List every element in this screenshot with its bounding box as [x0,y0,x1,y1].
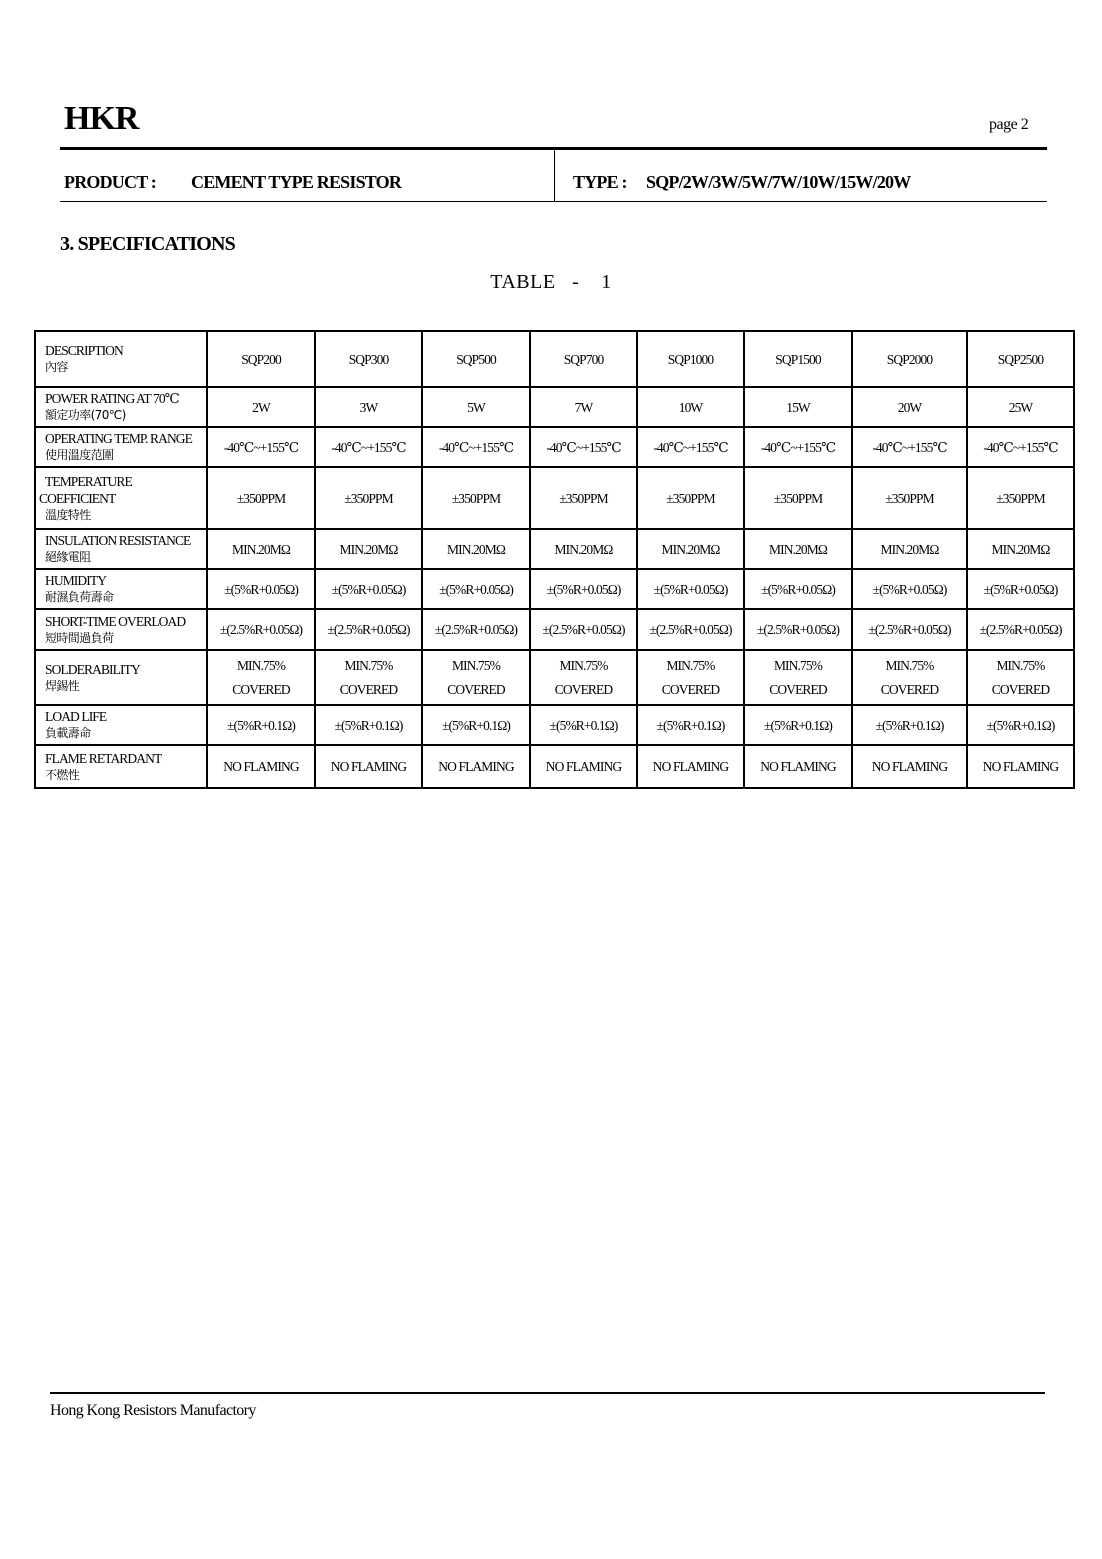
spec-value-cell: ±350PPM [852,467,967,529]
row-description-en: LOAD LIFE [45,709,107,724]
type-value: SQP/2W/3W/5W/7W/10W/15W/20W [646,172,911,192]
spec-value-cell: ±(5%R+0.1Ω) [967,705,1074,745]
spec-value-cell: ±(5%R+0.05Ω) [967,569,1074,609]
description-header-zh: 內容 [45,360,68,374]
spec-value-cell: ±(2.5%R+0.05Ω) [637,609,744,650]
description-header-en: DESCRIPTION [45,343,123,358]
spec-value-cell [852,650,967,705]
row-description [35,529,207,569]
description-header [35,331,207,387]
spec-value-cell: ±(2.5%R+0.05Ω) [744,609,852,650]
row-description [35,569,207,609]
model-header: SQP2000 [852,331,967,387]
model-header: SQP2500 [967,331,1074,387]
spec-value-cell [637,650,744,705]
spec-value-cell: ±350PPM [637,467,744,529]
row-description-zh: 短時間過負荷 [45,630,114,645]
spec-value-line2: COVERED [232,681,290,697]
footer-text: Hong Kong Resistors Manufactory [50,1402,256,1419]
table-row [35,387,1074,427]
spec-value-cell: ±(5%R+0.1Ω) [637,705,744,745]
spec-value-cell: ±(5%R+0.1Ω) [315,705,422,745]
spec-value-cell: 3W [315,387,422,427]
spec-value-cell: ±350PPM [967,467,1074,529]
spec-value-line1: MIN.75% [666,657,715,673]
row-description-en: POWER RATING AT 70℃ [45,391,179,406]
spec-value-cell: -40℃~+155℃ [530,427,637,467]
row-description-en: SOLDERABILITY [45,661,140,677]
spec-value-line2: COVERED [769,681,827,697]
row-description [35,387,207,427]
spec-value-cell: -40℃~+155℃ [744,427,852,467]
row-description [35,650,207,705]
spec-value-line1: MIN.75% [996,657,1045,673]
row-description [35,427,207,467]
spec-value-cell: 5W [422,387,530,427]
row-description-en-line2: COEFFICIENT [39,490,116,506]
company-logo: HKR [64,100,139,137]
spec-value-cell: 25W [967,387,1074,427]
model-header: SQP300 [315,331,422,387]
row-description-zh: 使用溫度范圍 [45,448,114,462]
table-row [35,609,1074,650]
spec-value-cell [967,650,1074,705]
spec-value-line1: MIN.75% [885,657,934,673]
product-label: PRODUCT : [64,172,156,192]
spec-value-cell: ±(5%R+0.1Ω) [530,705,637,745]
table-row [35,529,1074,569]
spec-value-line1: MIN.75% [559,657,608,673]
row-description-zh: 耐濕負荷壽命 [45,590,114,604]
spec-value-cell: MIN.20MΩ [637,529,744,569]
row-description [35,609,207,650]
spec-value-line2: COVERED [991,681,1050,697]
spec-value-cell: MIN.20MΩ [744,529,852,569]
spec-value-cell: ±(5%R+0.1Ω) [207,705,315,745]
spec-value-line2: COVERED [447,681,505,697]
table-row [35,650,1074,705]
spec-value-cell: MIN.20MΩ [207,529,315,569]
spec-value-cell: NO FLAMING [744,745,852,788]
spec-value-cell: 7W [530,387,637,427]
header-divider [554,150,555,202]
spec-value-cell: ±(2.5%R+0.05Ω) [967,609,1074,650]
spec-value-cell: ±350PPM [422,467,530,529]
table-caption-number: 1 [601,271,612,293]
spec-value-cell: NO FLAMING [422,745,530,788]
table-caption-dash: - [572,271,580,293]
spec-value-cell: ±(2.5%R+0.05Ω) [530,609,637,650]
spec-value-cell: NO FLAMING [315,745,422,788]
spec-value-cell: ±(5%R+0.1Ω) [744,705,852,745]
spec-value-cell: MIN.20MΩ [852,529,967,569]
spec-value-line1: MIN.75% [236,657,286,673]
spec-value-cell: 10W [637,387,744,427]
spec-value-line1: MIN.75% [451,657,501,673]
row-description [35,705,207,745]
spec-value-cell: 2W [207,387,315,427]
spec-value-line1: MIN.75% [344,657,393,673]
spec-value-cell: ±(2.5%R+0.05Ω) [207,609,315,650]
row-description [35,745,207,788]
spec-value-cell: ±350PPM [207,467,315,529]
spec-value-cell: -40℃~+155℃ [637,427,744,467]
spec-value-cell: ±(5%R+0.05Ω) [422,569,530,609]
spec-value-cell [530,650,637,705]
table-row [35,705,1074,745]
spec-value-line2: COVERED [661,681,720,697]
spec-value-cell: ±(5%R+0.05Ω) [315,569,422,609]
spec-value-cell: ±(5%R+0.05Ω) [207,569,315,609]
spec-value-cell: ±(2.5%R+0.05Ω) [852,609,967,650]
spec-value-cell [315,650,422,705]
model-header: SQP500 [422,331,530,387]
spec-value-cell: NO FLAMING [637,745,744,788]
table-row [35,745,1074,788]
spec-value-cell [744,650,852,705]
spec-value-cell: MIN.20MΩ [422,529,530,569]
spec-value-cell: ±(5%R+0.1Ω) [422,705,530,745]
model-header: SQP200 [207,331,315,387]
row-description-en: SHORT-TIME OVERLOAD [45,613,186,629]
spec-value-cell [207,650,315,705]
spec-value-line2: COVERED [339,681,398,697]
table-caption [0,271,1102,294]
spec-value-cell: NO FLAMING [852,745,967,788]
spec-value-cell: -40℃~+155℃ [967,427,1074,467]
footer-rule [50,1392,1045,1394]
row-description [35,467,207,529]
spec-value-cell: ±(2.5%R+0.05Ω) [315,609,422,650]
product-value: CEMENT TYPE RESISTOR [191,172,402,192]
header-rule-bottom [60,201,1047,202]
row-description-en: OPERATING TEMP. RANGE [45,431,192,446]
table-row [35,569,1074,609]
spec-value-cell: ±(5%R+0.05Ω) [530,569,637,609]
spec-value-cell: ±(5%R+0.05Ω) [744,569,852,609]
row-description-zh: 不燃性 [45,767,80,782]
spec-value-cell: MIN.20MΩ [315,529,422,569]
section-title: 3. SPECIFICATIONS [60,233,235,255]
model-header: SQP700 [530,331,637,387]
table-row [35,467,1074,529]
row-description-en: INSULATION RESISTANCE [45,533,191,548]
spec-value-cell: ±(2.5%R+0.05Ω) [422,609,530,650]
spec-value-cell: ±(5%R+0.1Ω) [852,705,967,745]
row-description-zh: 焊錫性 [45,678,80,693]
table-row [35,427,1074,467]
spec-value-line1: MIN.75% [773,657,823,673]
spec-value-cell: ±350PPM [530,467,637,529]
row-description-en: TEMPERATURE [45,473,132,489]
model-header: SQP1000 [637,331,744,387]
type-label: TYPE : [573,172,627,192]
table-header-row [35,331,1074,387]
spec-value-cell: ±350PPM [315,467,422,529]
spec-value-cell: 15W [744,387,852,427]
page-number: page 2 [989,116,1029,133]
table-caption-word: TABLE [490,271,556,293]
spec-value-cell: 20W [852,387,967,427]
spec-value-cell [422,650,530,705]
row-description-en: FLAME RETARDANT [45,750,162,766]
spec-value-cell: MIN.20MΩ [530,529,637,569]
spec-value-cell: -40℃~+155℃ [852,427,967,467]
row-description-zh: 溫度特性 [45,507,91,522]
spec-value-cell: -40℃~+155℃ [422,427,530,467]
spec-value-cell: -40℃~+155℃ [315,427,422,467]
spec-value-line2: COVERED [554,681,613,697]
spec-value-cell: NO FLAMING [530,745,637,788]
row-description-en: HUMIDITY [45,573,107,588]
spec-value-cell: ±(5%R+0.05Ω) [637,569,744,609]
model-header: SQP1500 [744,331,852,387]
specifications-table [34,330,1075,789]
row-description-zh: 絕緣電阻 [45,550,91,564]
row-description-zh: 負載壽命 [45,726,91,740]
spec-value-cell: ±(5%R+0.05Ω) [852,569,967,609]
spec-value-cell: NO FLAMING [207,745,315,788]
spec-value-cell: MIN.20MΩ [967,529,1074,569]
spec-value-cell: NO FLAMING [967,745,1074,788]
spec-value-line2: COVERED [880,681,939,697]
spec-value-cell: ±350PPM [744,467,852,529]
row-description-zh: 額定功率(70℃) [45,408,126,422]
spec-value-cell: -40℃~+155℃ [207,427,315,467]
